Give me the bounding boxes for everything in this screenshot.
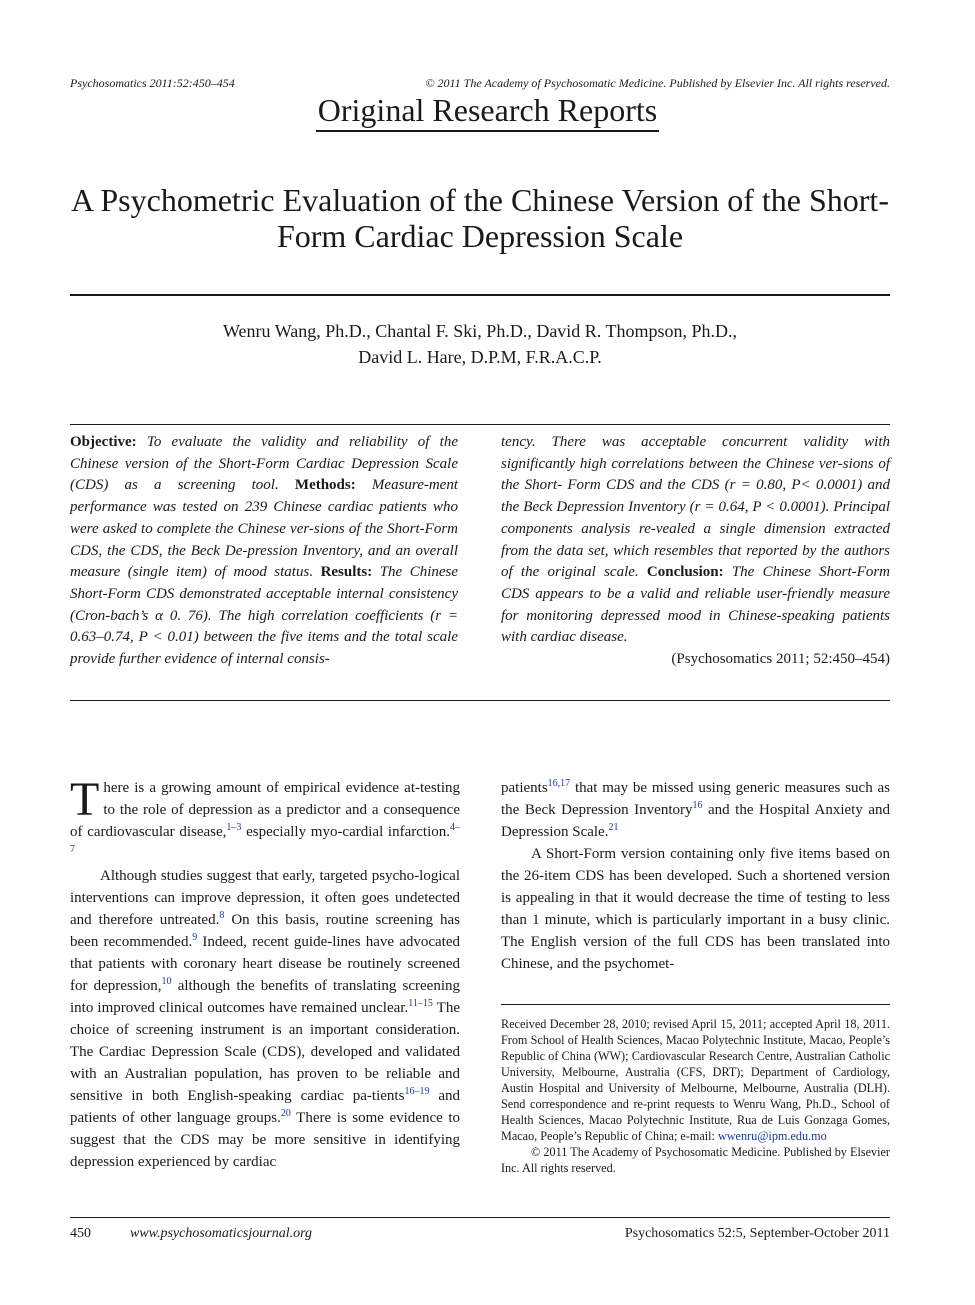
- journal-reference: Psychosomatics 2011:52:450–454: [70, 76, 235, 90]
- body-text: and the Hospital Anxiety and Depression Scale.: [501, 802, 891, 840]
- reference-link[interactable]: 8: [219, 910, 225, 921]
- abstract-left-column: [70, 432, 458, 671]
- results-label: Results:: [320, 564, 373, 581]
- reference-link[interactable]: 10: [161, 976, 172, 987]
- conclusion-label: Conclusion:: [646, 564, 724, 581]
- reference-link[interactable]: 16: [692, 800, 703, 811]
- reference-link[interactable]: 1–3: [226, 822, 242, 833]
- results-text-right: tency. There was acceptable concurrent validity with significantly high correlations between the Chinese ver-sions of the Short- Form CDS and the CDS (r = 0.80, P< 0.0001) and the Beck Depression Inventory (r = 0.64, P < 0.0001). Principal components analysis re-vealed a single dimension extracted from the data set, which resembles that reported by the authors of the original scale.: [501, 434, 890, 581]
- journal-issue: Psychosomatics 52:5, September-October 2011: [624, 1226, 890, 1241]
- author-list: [70, 318, 890, 370]
- article-title: A Psychometric Evaluation of the Chinese Version of the Short-Form Cardiac Depression Scale: [71, 182, 889, 254]
- body-text: Although studies suggest that early, targeted psycho-logical interventions can improve depression, it often goes undetected and therefore untreated.: [70, 868, 460, 928]
- abstract-bottom-rule: [70, 700, 890, 701]
- body-text: Indeed, recent guide-lines have advocated that patients with coronary heart disease be routinely screened for depression,: [70, 934, 460, 994]
- body-paragraph-2: [70, 865, 460, 1173]
- body-text: There is some evidence to suggest that the CDS may be more sensitive in identifying depression experienced by cardiac: [70, 1110, 460, 1170]
- reference-link[interactable]: 16,17: [547, 778, 571, 789]
- abstract-top-rule: [70, 424, 890, 425]
- reference-link[interactable]: 21: [608, 822, 619, 833]
- footnote-text: Received December 28, 2010; revised April 15, 2011; accepted April 18, 2011. From School of Health Sciences, Macao Polytechnic Institute, Macao, People’s Republic of China (WW); Cardiovascular Research Centre, Australian Catholic University, Melbourne, Australia (CFS, DRT); Department of Cardiology, Austin Hospital and University of Melbourne, Melbourne, Australia (DLH). Send correspondence and re-print requests to Wenru Wang, Ph.D., School of Health Sciences, Macao Polytechnic Institute, Rua de Luis Gonzaga Gomes, Macao, People’s Republic of China; e-mail:: [501, 1017, 890, 1143]
- article-footnote: [501, 1016, 890, 1176]
- footnote-received: [501, 1016, 890, 1144]
- methods-label: Methods:: [294, 477, 356, 494]
- abstract-right-column: [501, 432, 890, 671]
- objective-text: To evaluate the validity and reliability of the Chinese version of the Short-Form Cardiac Depression Scale (CDS) as a screening tool.: [70, 434, 458, 494]
- body-text: although the benefits of translating screening into improved clinical outcomes have remained unclear.: [70, 978, 460, 1016]
- body-text: that may be missed using generic measures such as the Beck Depression Inventory: [501, 780, 890, 818]
- results-text-left: The Chinese Short-Form CDS demonstrated acceptable internal consistency (Cron-bach’s α 0. 76). The high correlation coefficients (r = 0.63–0.74, P < 0.01) between the five items and the total scale provide further evidence of internal consis-: [70, 564, 459, 668]
- body-text: The choice of screening instrument is an important consideration. The Cardiac Depression Scale (CDS), developed and validated with an Australian population, has proven to be reliable and sensitive in both English-speaking cardiac pa-tients: [70, 1000, 460, 1104]
- conclusion-text: The Chinese Short-Form CDS appears to be a valid and reliable user-friendly measure for monitoring depressed mood in Chinese-speaking patients with cardiac disease.: [501, 564, 890, 646]
- body-paragraph-3: [501, 777, 890, 843]
- section-title-text: Original Research Reports: [316, 92, 659, 132]
- reference-link[interactable]: 4–7: [70, 822, 460, 855]
- body-text: here is a growing amount of empirical evidence at-testing to the role of depression as a predictor and a consequence of cardiovascular disease,: [70, 780, 460, 840]
- author-line-2: David L. Hare, D.P.M, F.R.A.C.P.: [358, 347, 602, 367]
- methods-text: Measure-ment performance was tested on 239 Chinese cardiac patients who were asked to complete the Chinese ver-sions of the Short-Form CDS, the CDS, the Beck De-pression Inventory, and an overall measure (single item) of mood status.: [70, 477, 459, 581]
- body-paragraph-1: [70, 773, 460, 865]
- footer-divider: [70, 1217, 890, 1218]
- body-text: On this basis, routine screening has been recommended.: [70, 912, 460, 950]
- page-number: 450: [70, 1226, 91, 1241]
- journal-website-link[interactable]: www.psychosomaticsjournal.org: [130, 1226, 313, 1241]
- reference-link[interactable]: 16–19: [404, 1086, 430, 1097]
- drop-cap: T: [70, 773, 100, 826]
- footnote-divider: [501, 1004, 890, 1005]
- correspondence-email-link[interactable]: wwenru@ipm.edu.mo: [717, 1129, 827, 1143]
- body-text: and patients of other language groups.: [70, 1088, 460, 1126]
- footnote-copyright: © 2011 The Academy of Psychosomatic Medicine. Published by Elsevier Inc. All rights reserved.: [501, 1145, 890, 1175]
- author-line-1: Wenru Wang, Ph.D., Chantal F. Ski, Ph.D., David R. Thompson, Ph.D.,: [222, 321, 737, 341]
- title-divider: [70, 294, 890, 296]
- reference-link[interactable]: 20: [280, 1108, 291, 1119]
- body-left-column: [70, 773, 460, 1173]
- body-right-column: [501, 777, 890, 975]
- objective-label: Objective:: [70, 434, 137, 450]
- reference-link[interactable]: 11–15: [408, 998, 433, 1009]
- body-text: patients: [501, 780, 548, 796]
- body-paragraph-4: A Short-Form version containing only five items based on the 26-item CDS has been developed. Such a shortened version is appealing in that it would decrease the time of testing to less than 1 minute, which is particularly important in a busy clinic. The English version of the full CDS has been translated into Chinese, and the psychomet-: [501, 846, 890, 972]
- reference-link[interactable]: 9: [192, 932, 198, 943]
- section-title: [0, 92, 975, 129]
- body-text: especially myo-cardial infarction.: [241, 824, 450, 840]
- header-copyright: © 2011 The Academy of Psychosomatic Medicine. Published by Elsevier Inc. All rights reserved.: [425, 76, 890, 90]
- abstract-citation: (Psychosomatics 2011; 52:450–454): [671, 651, 890, 668]
